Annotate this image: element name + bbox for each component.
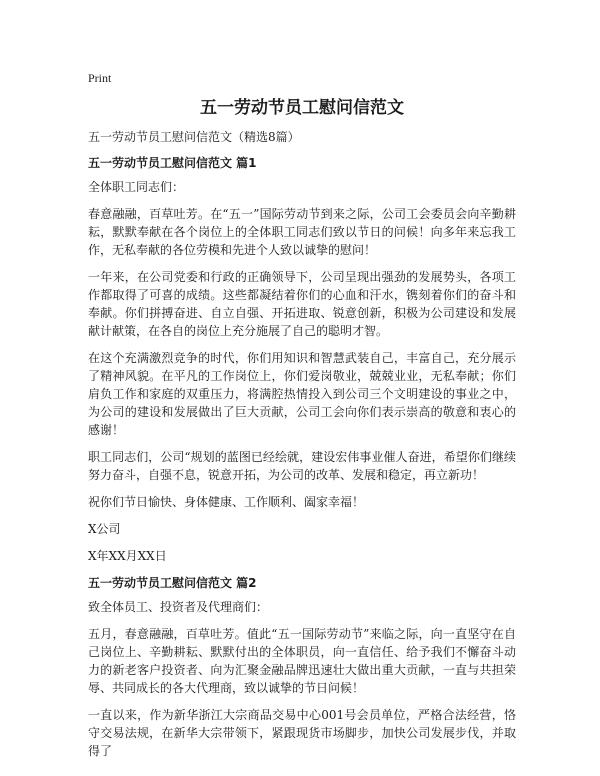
section-1	[88, 154, 516, 565]
paragraph: 职工同志们，公司“规划的蓝图已经绘就，建设宏伟事业催人奋进，希望你们继续努力奋斗，自强不息，锐意开拓，为公司的改革、发展和稳定，再立新功！	[88, 450, 516, 482]
document-subtitle: 五一劳动节员工慰问信范文（精选8篇）	[88, 130, 300, 144]
document-title: 五一劳动节员工慰问信范文	[200, 98, 404, 118]
closing-wish: 祝你们节日愉快、身体健康、工作顺利、阖家幸福！	[88, 495, 365, 509]
paragraph: 春意融融，百草吐芳。在“五一”国际劳动节到来之际，公司工会委员会向辛勤耕耘，默默奉献在各个岗位上的全体职工同志们致以节日的问候！向多年来忘我工作，无私奉献的各位劳模和先进个人致以诚挚的慰问！	[88, 207, 516, 257]
paragraph: 在这个充满激烈竞争的时代，你们用知识和智慧武装自己，丰富自己，充分展示了精神风貌。在平凡的工作岗位上，你们爱岗敬业，兢兢业业，无私奉献；你们肩负工作和家庭的双重压力，将满腔热情投入到公司三个文明建设的事业之中，为公司的建设和发展做出了巨大贡献，公司工会向你们表示崇高的敬意和衷心的感谢！	[88, 351, 516, 437]
signature-company: X公司	[88, 522, 121, 536]
section-heading: 五一劳动节员工慰问信范文 篇1	[88, 156, 257, 170]
section-heading: 五一劳动节员工慰问信范文 篇2	[88, 576, 257, 590]
paragraph: 五月，春意融融，百草吐芳。值此“五一国际劳动节”来临之际，向一直坚守在自己岗位上、辛勤耕耘、默默付出的全体职员，向一直信任、给予我们不懈奋斗动力的新老客户投资者、向为汇聚金融品牌迅速壮大做出重大贡献，一直与共担荣辱、共同成长的各大代理商，致以诚挚的节日问候！	[88, 627, 516, 695]
salutation: 全体职工同志们：	[88, 180, 185, 194]
salutation: 致全体员工、投资者及代理商们：	[88, 600, 269, 614]
paragraph: 一年来，在公司党委和行政的正确领导下，公司呈现出强劲的发展势头，各项工作都取得了可喜的成绩。这些都凝结着你们的心血和汗水，镌刻着你们的奋斗和奉献。你们拼搏奋进、自立自强、开拓进取、锐意创新，积极为公司建设和发展献计献策，在各自的岗位上充分施展了自己的聪明才智。	[88, 270, 516, 338]
print-link[interactable]: Print	[88, 71, 112, 85]
section-2	[88, 574, 516, 760]
signature-date: X年XX月XX日	[88, 549, 167, 563]
paragraph: 一直以来，作为新华浙江大宗商品交易中心001号会员单位，严格合法经营，恪守交易法规，在新华大宗带领下，紧跟现货市场脚步，加快公司发展步伐，并取得了	[88, 708, 516, 758]
document-content	[88, 70, 516, 769]
